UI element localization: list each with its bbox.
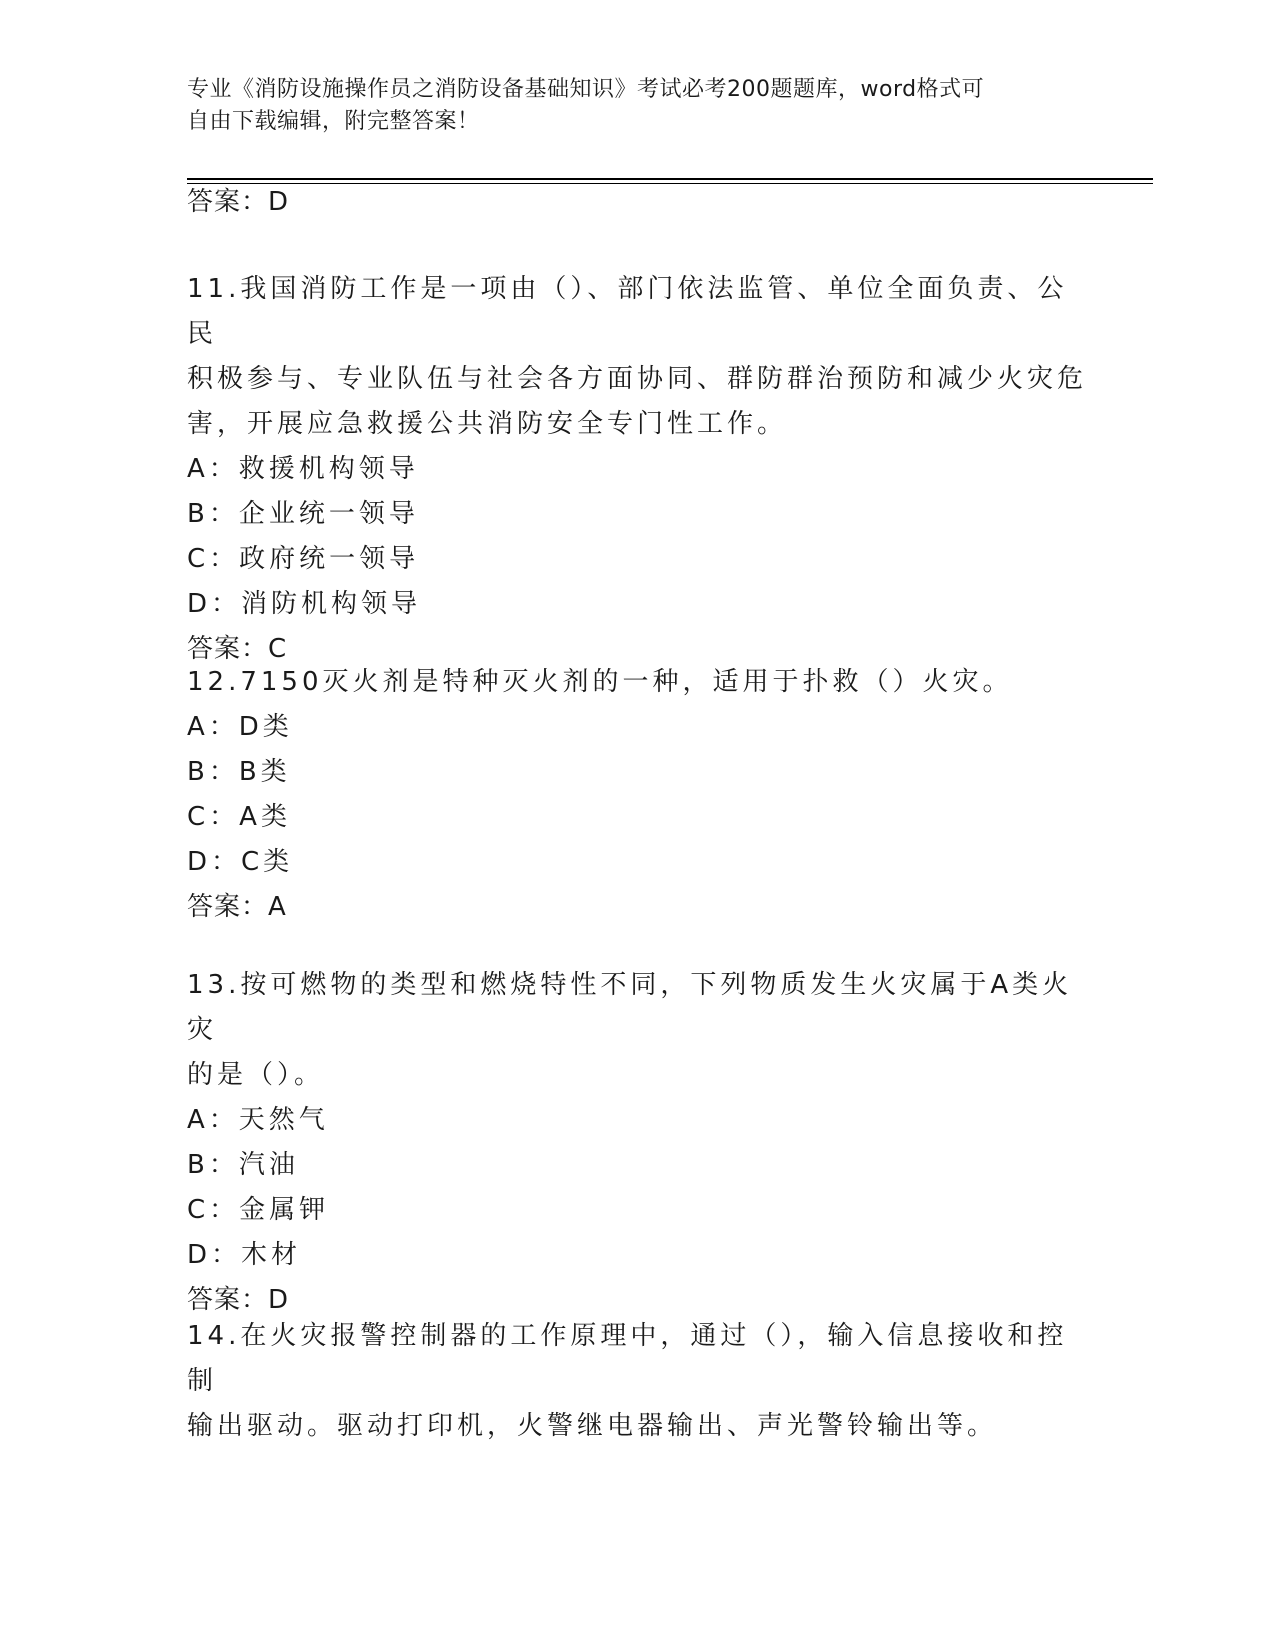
question-text-line: 13.按可燃物的类型和燃烧特性不同，下列物质发生火灾属于A类火灾 (187, 970, 1073, 1045)
option-c: C：金属钾 (187, 1195, 330, 1225)
answer-line: 答案：C (187, 634, 288, 664)
answer-line: 答案：D (187, 187, 290, 217)
header-line-2: 自由下载编辑，附完整答案！ (187, 109, 480, 134)
document-header (187, 74, 1067, 138)
option-c: C：A类 (187, 802, 291, 832)
option-b: B：B类 (187, 757, 291, 787)
option-a: A：救援机构领导 (187, 454, 419, 484)
option-b: B：企业统一领导 (187, 499, 419, 529)
question-12 (187, 660, 1087, 930)
option-a: A：天然气 (187, 1105, 329, 1135)
question-text-line: 害，开展应急救援公共消防安全专门性工作。 (187, 409, 788, 439)
question-text-line: 11.我国消防工作是一项由（）、部门依法监管、单位全面负责、公民 (187, 274, 1068, 349)
question-13 (187, 963, 1087, 1323)
question-11 (187, 267, 1087, 672)
question-text-line: 14.在火灾报警控制器的工作原理中，通过（），输入信息接收和控制 (187, 1321, 1068, 1396)
question-text-line: 12.7150灭火剂是特种灭火剂的一种，适用于扑救（）火灾。 (187, 667, 1013, 697)
answer-line: 答案：D (187, 1285, 290, 1315)
question-text-line: 输出驱动。驱动打印机，火警继电器输出、声光警铃输出等。 (187, 1411, 998, 1441)
option-a: A：D类 (187, 712, 293, 742)
option-b: B：汽油 (187, 1150, 299, 1180)
option-d: D：C类 (187, 847, 294, 877)
question-14 (187, 1314, 1087, 1449)
question-text-line: 积极参与、专业队伍与社会各方面协同、群防群治预防和减少火灾危 (187, 364, 1088, 394)
question-text-line: 的是（）。 (187, 1060, 325, 1090)
option-d: D：木材 (187, 1240, 302, 1270)
option-c: C：政府统一领导 (187, 544, 420, 574)
answer-line: 答案：A (187, 892, 287, 922)
header-line-1: 专业《消防设施操作员之消防设备基础知识》考试必考200题题库，word格式可 (187, 77, 985, 102)
option-d: D：消防机构领导 (187, 589, 422, 619)
